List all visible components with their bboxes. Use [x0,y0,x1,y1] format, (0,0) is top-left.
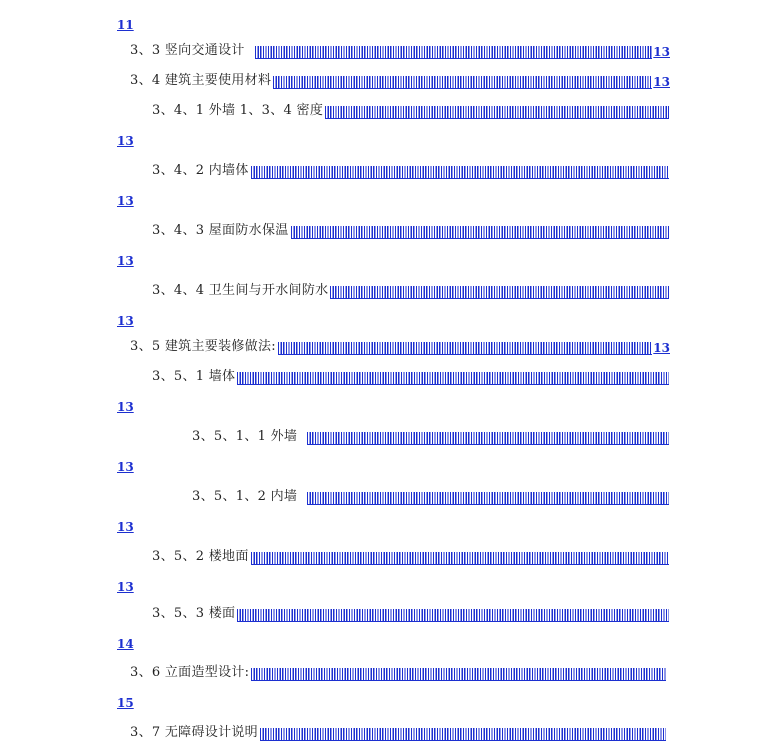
toc-entry-label: 3、4、1 外墙 1、3、4 密度 [152,103,324,118]
toc-entry-label: 3、3 竖向交通设计 [130,43,245,58]
toc-leader [307,432,669,445]
toc-leader [330,286,669,299]
toc-page-number-link[interactable]: 13 [117,134,134,148]
toc-page-number-link[interactable]: 13 [117,254,134,268]
toc-leader [251,668,666,681]
toc-entry[interactable] [130,722,666,744]
toc-entry-label: 3、5、1 墙体 [152,369,236,384]
toc-entry-label: 3、4、3 屋面防水保温 [152,223,289,238]
toc-entry[interactable] [152,160,669,182]
toc-entry[interactable] [152,280,669,302]
toc-leader [273,76,652,89]
toc-page-number-link[interactable]: 13 [117,194,134,208]
toc-entry-label: 3、4 建筑主要使用材料 [130,73,272,88]
toc-page-number-link[interactable]: 13 [117,580,134,594]
toc-page-number-link[interactable]: 15 [117,696,134,710]
toc-entry[interactable] [130,336,670,358]
toc-entry[interactable] [130,662,666,684]
toc-entry[interactable] [192,426,669,448]
toc-entry[interactable] [152,603,669,625]
toc-entry[interactable] [152,366,669,388]
toc-leader [237,609,669,622]
toc-page-number-link[interactable]: 13 [117,314,134,328]
toc-page-number-link[interactable]: 13 [653,45,670,59]
toc-entry-label: 3、5、2 楼地面 [152,549,249,564]
toc-entry[interactable] [130,40,670,62]
toc-page-number-link[interactable]: 11 [117,18,134,32]
toc-entry-label: 3、6 立面造型设计: [130,665,250,680]
toc-entry-label: 3、5、1、2 内墙 [192,489,298,504]
toc-leader [278,342,652,355]
toc-leader [251,166,669,179]
toc-leader [291,226,669,239]
toc-leader [251,552,669,565]
toc-entry-label: 3、5 建筑主要装修做法: [130,339,276,354]
toc-entry-label: 3、7 无障碍设计说明 [130,725,258,740]
toc-page-number-link[interactable]: 14 [117,637,134,651]
toc-leader [260,728,666,741]
toc-entry[interactable] [152,220,669,242]
toc-entry-label: 3、4、2 内墙体 [152,163,249,178]
toc-entry[interactable] [152,100,669,122]
toc-entry-label: 3、4、4 卫生间与开水间防水 [152,283,329,298]
toc-page-number-link[interactable]: 13 [117,520,134,534]
toc-entry[interactable] [192,486,669,508]
toc-page-number-link[interactable]: 13 [653,341,670,355]
toc-leader [325,106,669,119]
toc-leader [307,492,669,505]
toc-page-number-link[interactable]: 13 [117,460,134,474]
toc-entry-label: 3、5、1、1 外墙 [192,429,298,444]
toc-page-number-link[interactable]: 13 [117,400,134,414]
toc-entry[interactable] [130,70,670,92]
toc-entry-label: 3、5、3 楼面 [152,606,236,621]
toc-leader [237,372,669,385]
toc-page-number-link[interactable]: 13 [653,75,670,89]
toc-entry[interactable] [152,546,669,568]
toc-leader [255,46,653,59]
